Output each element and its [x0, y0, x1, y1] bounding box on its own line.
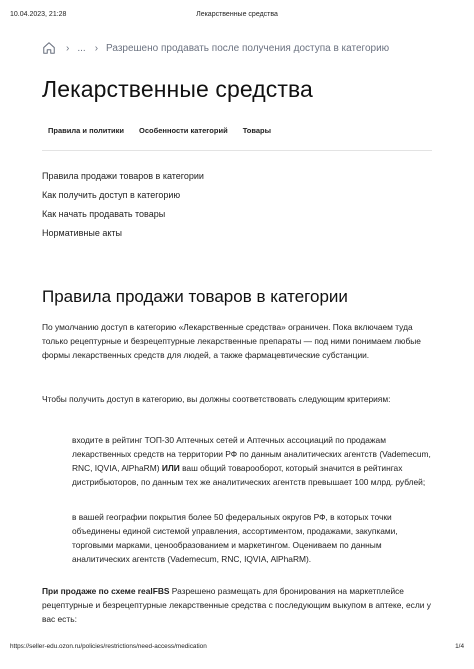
toc-link-regulations[interactable]: Нормативные акты: [42, 228, 123, 238]
toc-link-start-selling[interactable]: Как начать продавать товары: [42, 209, 166, 219]
toc-link-get-access[interactable]: Как получить доступ в категорию: [42, 190, 181, 200]
paragraph-criteria: Чтобы получить доступ в категорию, вы должны соответствовать следующим критериям:: [42, 394, 391, 404]
list-item: [72, 510, 432, 566]
chevron-right-icon: ›: [94, 42, 99, 54]
list-item-text: ваш общий товарооборот, который значится в рейтингах дистрибьюторов, по данным тех же аналитических агентств превышает 100 млрд. рублей;: [72, 463, 426, 487]
paragraph-text: Разрешено размещать для бронирования на маркетплейсе рецептурные и безрецептурные лекарственные средства с последующим выкупом в аптеке, если у вас есть:: [42, 586, 431, 624]
print-title: Лекарственные средства: [196, 11, 278, 18]
list-item-bold: ИЛИ: [161, 463, 180, 473]
tab-products[interactable]: Товары: [242, 126, 272, 135]
list-item: [72, 433, 432, 489]
print-footer: [10, 643, 464, 653]
list-item-text: в вашей географии покрытия более 50 федеральных округов РФ, в которых точки объединены единой системой управления, ассортиментом, продажами, закупками, торговыми марками, ценообразованием и маркетингом. Оцениваем по данным аналитических агентств (Vademecum, RNC, IQVIA, AlPhaRM).: [72, 512, 398, 564]
paragraph-realfbs: [42, 584, 432, 626]
chevron-right-icon: ›: [66, 42, 70, 54]
print-page-number: 1/4: [455, 643, 464, 650]
paragraph-intro: По умолчанию доступ в категорию «Лекарственные средства» ограничен. Пока включаем туда только рецептурные и безрецептурные лекарственные препараты — под ними понимаем любые формы лекарственных средств для людей, а также фармацевтические субстанции.: [42, 322, 421, 360]
tabs-divider: [42, 150, 432, 151]
section-title: Правила продажи товаров в категории: [42, 287, 348, 306]
home-icon[interactable]: [42, 41, 56, 55]
toc-link-sales-rules[interactable]: Правила продажи товаров в категории: [42, 171, 204, 181]
paragraph-bold: При продаже по схеме realFBS: [42, 586, 170, 596]
list-item-text: входите в рейтинг ТОП-30 Аптечных сетей и Аптечных ассоциаций по продажам лекарственных средств на территории РФ по данным аналитических агентств (Vademecum, RNC, IQVIA, AlPhaRM): [72, 435, 431, 473]
print-url: https://seller-edu.ozon.ru/policies/restrictions/need-access/medication: [10, 643, 207, 650]
breadcrumb-ellipsis[interactable]: ...: [77, 42, 86, 54]
print-datetime: 10.04.2023, 21:28: [10, 11, 67, 18]
tab-rules-policies[interactable]: Правила и политики: [48, 126, 125, 135]
table-of-contents: [42, 171, 204, 247]
page-title: Лекарственные средства: [42, 76, 313, 102]
breadcrumb-current[interactable]: Разрешено продавать после получения доступа в категорию: [106, 42, 390, 54]
breadcrumb: [42, 40, 454, 56]
print-header: [10, 11, 464, 21]
tab-category-features[interactable]: Особенности категорий: [139, 126, 228, 135]
tab-bar: [48, 126, 286, 135]
